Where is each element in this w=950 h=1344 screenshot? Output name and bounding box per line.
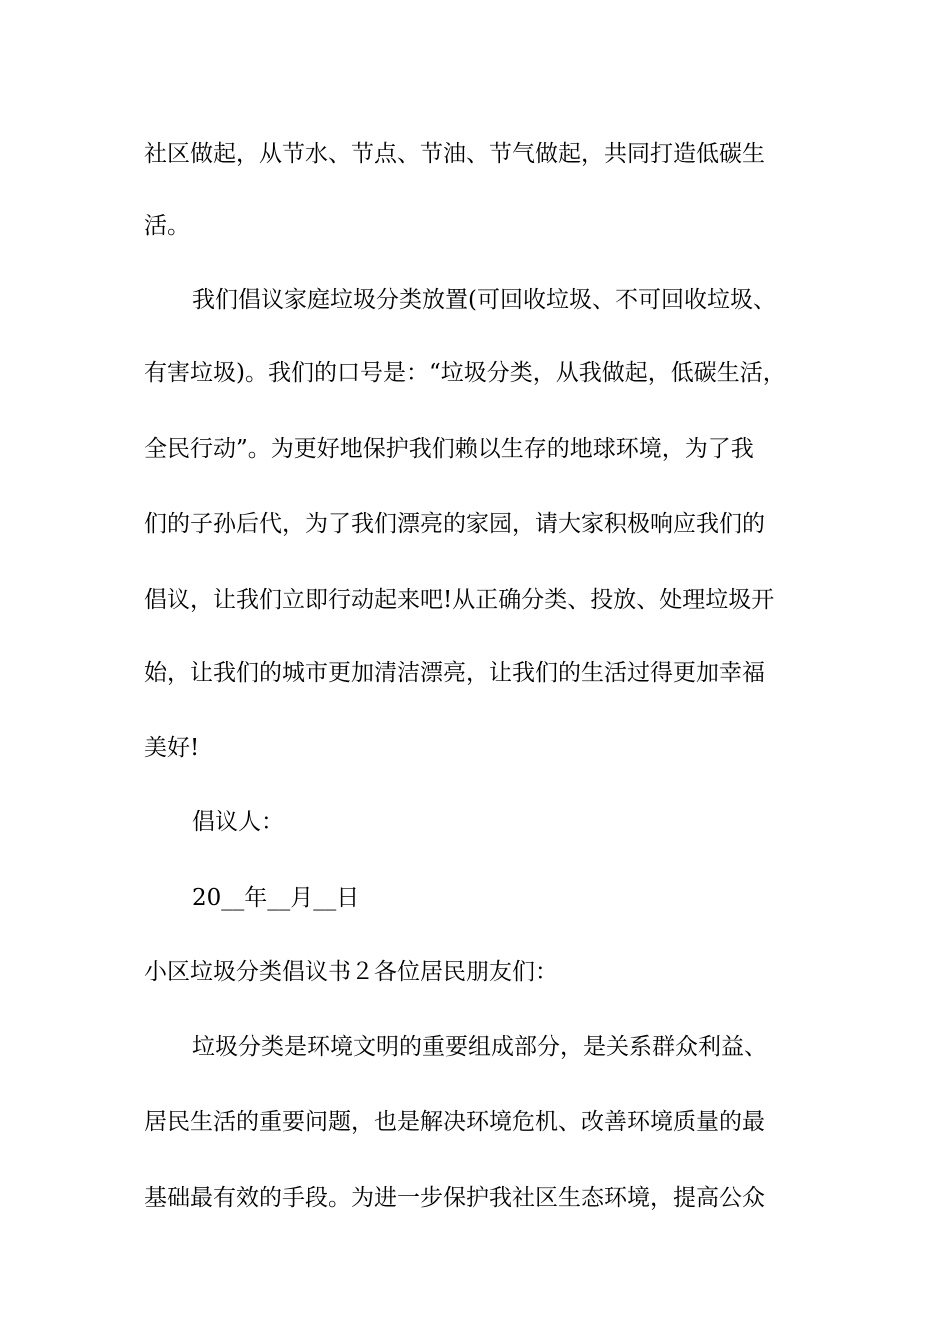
paragraph-line: 垃圾分类是环境文明的重要组成部分，是关系群众利益、 xyxy=(192,1034,767,1060)
section-heading: 小区垃圾分类倡议书２各位居民朋友们： xyxy=(144,959,558,985)
paragraph-line: 全民行动”。为更好地保护我们赖以生存的地球环境，为了我 xyxy=(144,436,754,462)
paragraph-line: 有害垃圾)。我们的口号是：“垃圾分类，从我做起，低碳生活， xyxy=(144,360,786,386)
paragraph-line: 美好! xyxy=(144,735,200,761)
paragraph-line: 居民生活的重要问题，也是解决环境危机、改善环境质量的最 xyxy=(144,1109,765,1135)
paragraph-line: 社区做起，从节水、节点、节油、节气做起，共同打造低碳生 xyxy=(144,141,765,167)
paragraph-line: 倡议，让我们立即行动起来吧!从正确分类、投放、处理垃圾开 xyxy=(144,587,775,613)
paragraph-line: 始，让我们的城市更加清洁漂亮，让我们的生活过得更加幸福 xyxy=(144,660,765,686)
signer-label: 倡议人： xyxy=(192,809,284,835)
paragraph-line: 活。 xyxy=(144,213,190,239)
date-line: 20__年__月__日 xyxy=(192,885,360,911)
paragraph-line: 们的子孙后代，为了我们漂亮的家园，请大家积极响应我们的 xyxy=(144,511,765,537)
paragraph-line: 我们倡议家庭垃圾分类放置(可回收垃圾、不可回收垃圾、 xyxy=(192,287,776,313)
paragraph-line: 基础最有效的手段。为进一步保护我社区生态环境，提高公众 xyxy=(144,1185,765,1211)
